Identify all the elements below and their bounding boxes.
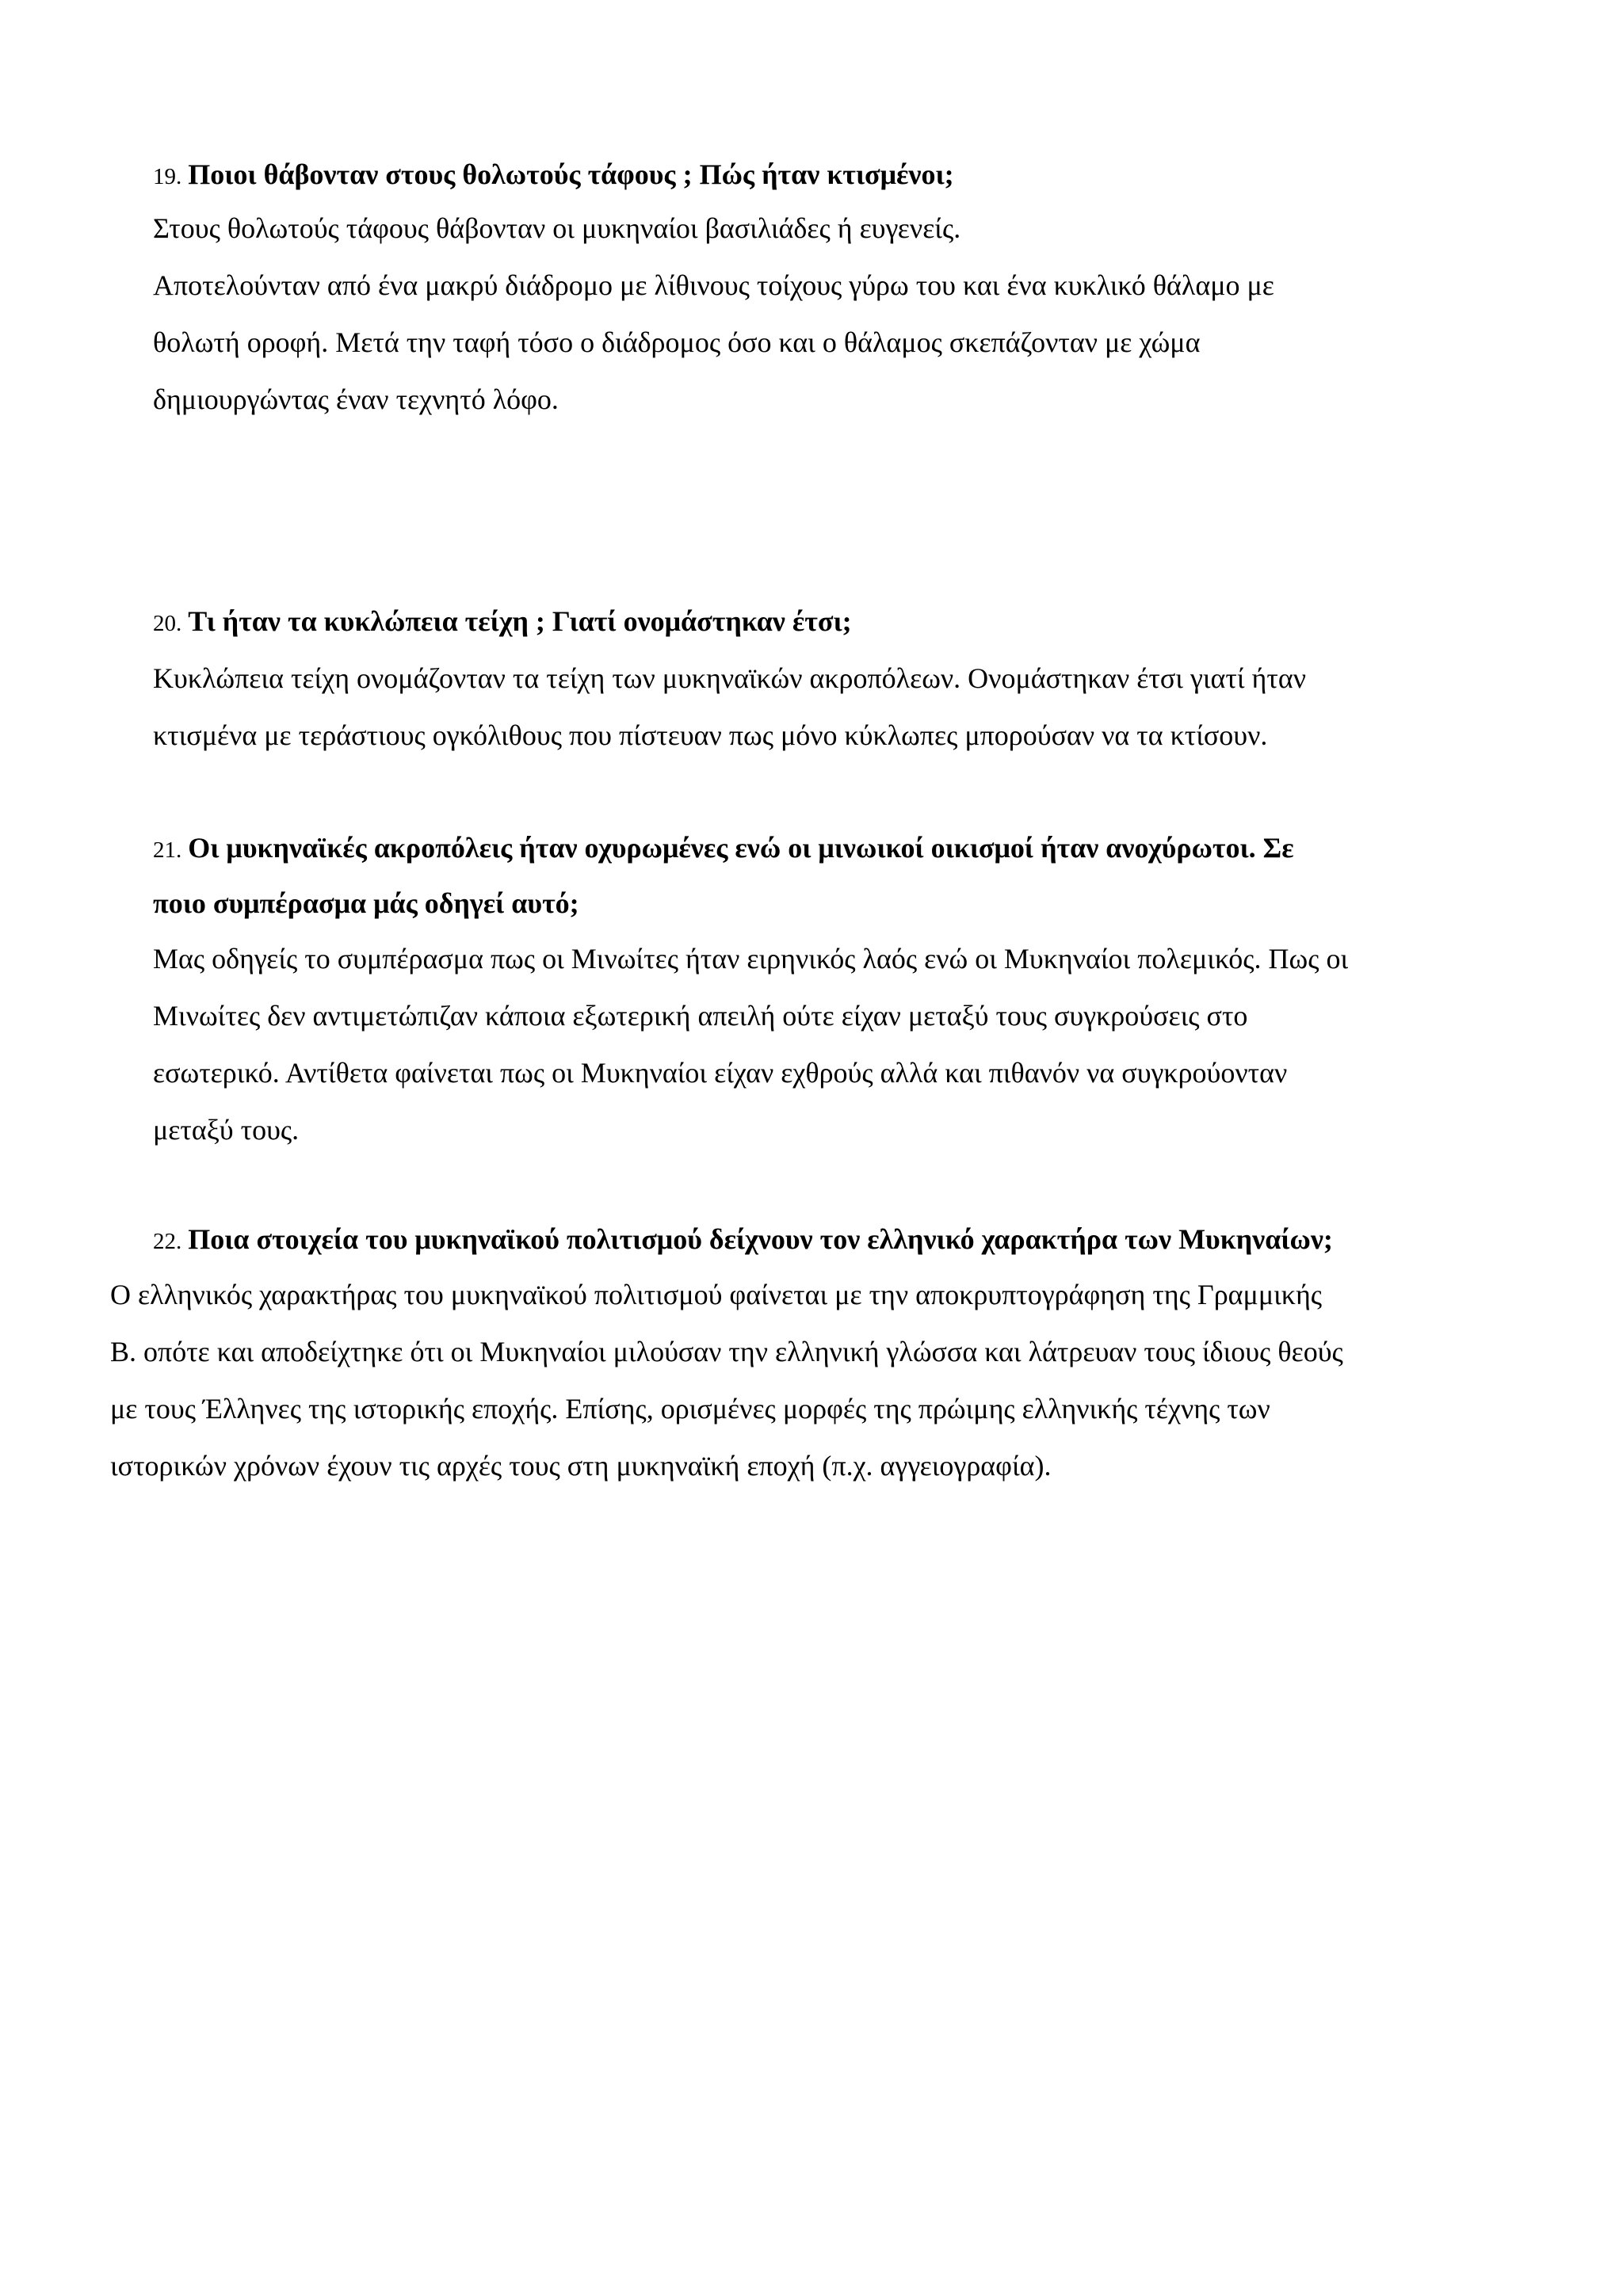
- question-21: [153, 830, 1294, 868]
- question-number: 19.: [153, 164, 182, 189]
- answer-line: με τους Έλληνες της ιστορικής εποχής. Επίσης, ορισμένες μορφές της πρώιμης ελληνικής τέχνης των: [110, 1393, 1270, 1425]
- question-19: [153, 157, 954, 194]
- answer-line: Στους θολωτούς τάφους θάβονταν οι μυκηναίοι βασιλιάδες ή ευγενείς.: [153, 212, 961, 244]
- answer-line: ιστορικών χρόνων έχουν τις αρχές τους στη μυκηναϊκή εποχή (π.χ. αγγειογραφία).: [110, 1450, 1052, 1482]
- answer-line: εσωτερικό. Αντίθετα φαίνεται πως οι Μυκηναίοι είχαν εχθρούς αλλά και πιθανόν να συγκρούονταν: [153, 1057, 1288, 1089]
- answer-line: Μας οδηγείς το συμπέρασμα πως οι Μινωίτες ήταν ειρηνικός λαός ενώ οι Μυκηναίοι πολεμικός. Πως οι: [153, 943, 1349, 974]
- question-text: Οι μυκηναϊκές ακροπόλεις ήταν οχυρωμένες ενώ οι μινωικοί οικισμοί ήταν ανοχύρωτοι. Σε: [188, 832, 1294, 864]
- question-text: Ποιοι θάβονταν στους θολωτούς τάφους ; Πώς ήταν κτισμένοι;: [188, 158, 954, 190]
- question-number: 21.: [153, 837, 182, 863]
- answer-line: κτισμένα με τεράστιους ογκόλιθους που πίστευαν πως μόνο κύκλωπες μπορούσαν να τα κτίσουν.: [153, 719, 1268, 751]
- question-20: [153, 604, 852, 641]
- answer-line: Αποτελούνταν από ένα μακρύ διάδρομο με λίθινους τοίχους γύρω του και ένα κυκλικό θάλαμο με: [153, 269, 1274, 301]
- answer-line: δημιουργώντας έναν τεχνητό λόφο.: [153, 383, 559, 415]
- answer-line: θολωτή οροφή. Μετά την ταφή τόσο ο διάδρομος όσο και ο θάλαμος σκεπάζονταν με χώμα: [153, 326, 1201, 358]
- question-text: Τι ήταν τα κυκλώπεια τείχη ; Γιατί ονομάστηκαν έτσι;: [188, 605, 852, 637]
- question-21-continued: ποιο συμπέρασμα μάς οδηγεί αυτό;: [153, 887, 579, 919]
- question-text: Ποια στοιχεία του μυκηναϊκού πολιτισμού δείχνουν τον ελληνικό χαρακτήρα των Μυκηναίων;: [188, 1223, 1333, 1255]
- question-number: 20.: [153, 611, 182, 636]
- answer-line: Ο ελληνικός χαρακτήρας του μυκηναϊκού πολιτισμού φαίνεται με την αποκρυπτογράφηση της Γραμμικής: [110, 1279, 1323, 1310]
- answer-line: Κυκλώπεια τείχη ονομάζονταν τα τείχη των μυκηναϊκών ακροπόλεων. Ονομάστηκαν έτσι γιατί ήταν: [153, 662, 1306, 694]
- question-number: 22.: [153, 1229, 182, 1254]
- answer-line: Μινωίτες δεν αντιμετώπιζαν κάποια εξωτερική απειλή ούτε είχαν μεταξύ τους συγκρούσεις στο: [153, 1000, 1248, 1032]
- question-22: [153, 1222, 1333, 1259]
- answer-line: μεταξύ τους.: [153, 1114, 300, 1146]
- answer-line: Β. οπότε και αποδείχτηκε ότι οι Μυκηναίοι μιλούσαν την ελληνική γλώσσα και λάτρευαν τους ίδιους θεούς: [110, 1336, 1343, 1367]
